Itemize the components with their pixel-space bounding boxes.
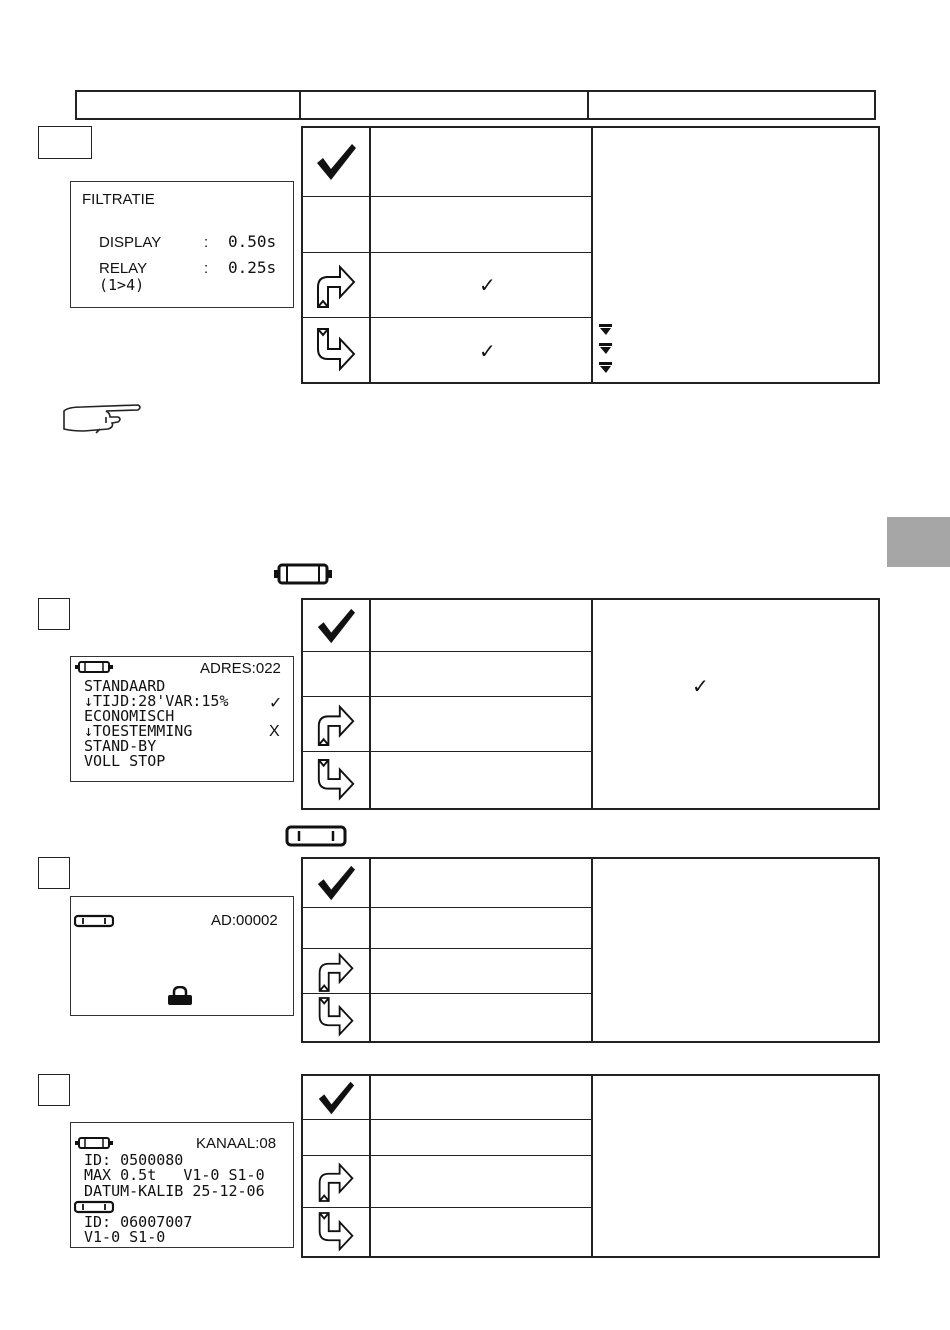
info-line-2: MAX 0.5t V1-0 S1-0 [84,1166,265,1184]
info-line-1: ID: 0500080 [84,1151,184,1169]
arrow-down-icon [303,993,369,1043]
mode-line-2-mark: ✓ [269,695,283,712]
relay-sep: : [204,260,209,277]
mode-line-2: ↓TIJD:28'VAR:15% [84,692,229,710]
table-row-divider [303,1119,591,1120]
check-icon [303,1076,369,1119]
hand-pointer-icon [62,401,142,440]
section-tab [887,517,950,567]
step-box-3 [38,857,70,889]
step-box-2 [38,598,70,630]
scale-icon [74,1200,114,1214]
display-sep: : [204,234,209,251]
header-divider-1 [299,92,301,118]
key-table-1 [301,126,880,384]
description-column [591,859,878,1041]
relay-label: RELAY [99,260,148,277]
check-icon [303,600,369,651]
scale-icon [74,914,114,928]
check-icon [303,859,369,907]
mode-line-6: VOLL STOP [84,752,166,770]
mode-line-5: STAND-BY [84,737,157,755]
display-value: 0.50s [228,232,277,251]
address-label: ADRES:022 [200,660,281,677]
mode-line-3: ECONOMISCH [84,707,175,725]
device-icon [75,1136,113,1150]
description-column [591,128,878,382]
scale-address: AD:00002 [211,912,278,929]
relay-sub: (1>4) [99,276,145,294]
device-icon [75,660,113,674]
check-icon [303,128,369,196]
table-row-divider [303,907,591,908]
row4-check: ✓ [479,341,496,363]
display-label: DISPLAY [99,234,162,251]
scale-icon [285,824,347,853]
device-icon [273,562,333,591]
table-row-divider [303,651,591,652]
lcd-addresses [70,656,294,782]
lcd-scale-address [70,896,294,1016]
header-table [75,90,876,120]
description-check: ✓ [692,676,709,698]
info-line-4: ID: 06007007 [84,1213,193,1231]
arrow-up-icon [303,1155,369,1207]
channel-label: KANAAL:08 [196,1135,277,1152]
key-table-4 [301,1074,880,1258]
mode-line-4-mark: X [269,723,280,740]
header-divider-2 [587,92,589,118]
lcd-channel-info [70,1122,294,1248]
info-line-3: DATUM-KALIB 25-12-06 [84,1182,265,1200]
filter-icon [599,324,613,376]
info-line-5: V1-0 S1-0 [84,1228,166,1246]
mode-line-1: STANDAARD [84,677,166,695]
description-column [591,1076,878,1256]
key-table-2 [301,598,880,810]
arrow-up-icon [303,948,369,993]
row3-check: ✓ [479,275,496,297]
relay-value: 0.25s [228,258,277,277]
step-box-4 [38,1074,70,1106]
lcd-title: FILTRATIE [82,191,155,208]
arrow-up-icon [303,696,369,751]
mode-line-4: ↓TOESTEMMING [84,722,193,740]
arrow-down-icon [303,317,369,384]
filter-icons [599,324,613,381]
table-row-divider [303,196,591,197]
lock-icon [166,986,194,1006]
key-table-3 [301,857,880,1043]
arrow-down-icon [303,1207,369,1258]
description-column [591,600,878,808]
step-box-1 [38,126,92,159]
arrow-up-icon [303,252,369,317]
lcd-filtratie [70,181,294,308]
arrow-down-icon [303,751,369,810]
